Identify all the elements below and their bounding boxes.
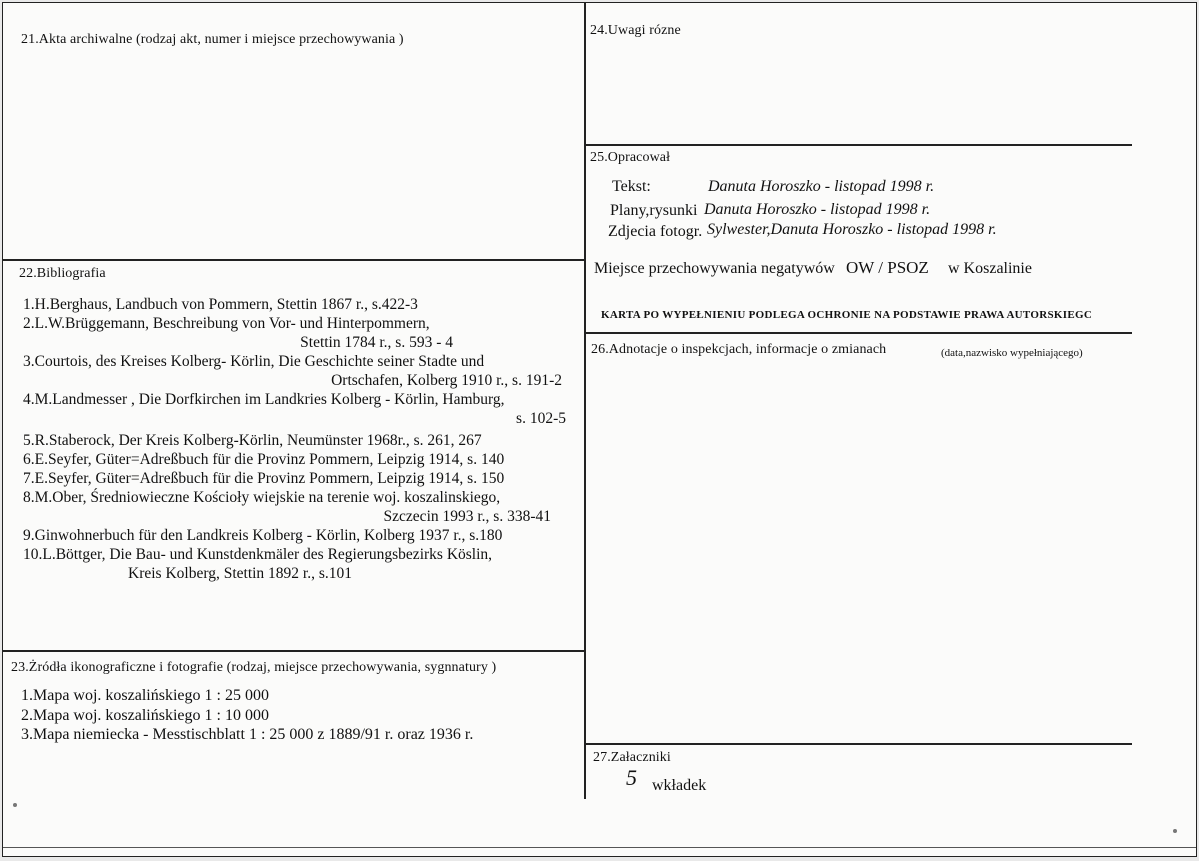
tekst-value: Danuta Horoszko - listopad 1998 r.: [708, 178, 935, 195]
bib-line: 7.E.Seyfer, Güter=Adreßbuch für die Provinz Pommern, Leipzig 1914, s. 150: [23, 470, 505, 487]
divider-25-26: [584, 332, 1132, 334]
center-divider: [584, 3, 586, 799]
bib-line: Szczecin 1993 r., s. 338-41: [383, 508, 551, 525]
scan-dot: [1173, 829, 1177, 833]
attachment-count: 5: [626, 765, 637, 790]
negatywy-suffix: w Koszalinie: [948, 260, 1032, 277]
bib-line: 6.E.Seyfer, Güter=Adreßbuch für die Provinz Pommern, Leipzig 1914, s. 140: [23, 451, 505, 468]
section-21-header: 21.Akta archiwalne (rodzaj akt, numer i miejsce przechowywania ): [21, 32, 404, 47]
section-26-header: 26.Adnotacje o inspekcjach, informacje o zmianach: [591, 342, 887, 357]
attachment-label: wkładek: [652, 777, 707, 794]
bib-line: Kreis Kolberg, Stettin 1892 r., s.101: [128, 565, 353, 582]
divider-22-23: [3, 650, 586, 652]
scan-dot: [13, 803, 17, 807]
bib-line: 1.H.Berghaus, Landbuch von Pommern, Stettin 1867 r., s.422-3: [23, 296, 418, 313]
section-27-header: 27.Załaczniki: [593, 750, 671, 765]
divider-24-25: [584, 144, 1132, 146]
source-line: 1.Mapa woj. koszalińskiego 1 : 25 000: [21, 687, 269, 704]
negatywy-label: Miejsce przechowywania negatywów: [594, 260, 835, 277]
section-23-header: 23.Żródła ikonograficzne i fotografie (rodzaj, miejsce przechowywania, sygnnatury ): [11, 660, 497, 675]
divider-21-22: [3, 259, 586, 261]
bib-line: 9.Ginwohnerbuch für den Landkreis Kolberg - Körlin, Kolberg 1937 r., s.180: [23, 527, 503, 544]
record-card: [2, 2, 1197, 857]
section-24-header: 24.Uwagi rózne: [590, 23, 681, 38]
section-22-header: 22.Bibliografia: [19, 266, 106, 281]
zdjecia-label: Zdjecia fotogr.: [608, 223, 703, 240]
plany-label: Plany,rysunki: [610, 202, 698, 219]
bib-line: 4.M.Landmesser , Die Dorfkirchen im Landkries Kolberg - Körlin, Hamburg,: [23, 391, 505, 408]
bib-line: 2.L.W.Brüggemann, Beschreibung von Vor- und Hinterpommern,: [23, 315, 430, 332]
section-25-header: 25.Opracował: [590, 150, 671, 165]
bib-line: 10.L.Böttger, Die Bau- und Kunstdenkmäler des Regierungsbezirks Köslin,: [23, 546, 493, 563]
source-line: 2.Mapa woj. koszalińskiego 1 : 10 000: [21, 707, 269, 724]
divider-26-27: [584, 743, 1132, 745]
bib-line: 5.R.Staberock, Der Kreis Kolberg-Körlin, Neumünster 1968r., s. 261, 267: [23, 432, 482, 449]
section-26-note: (data,nazwisko wypełniającego): [941, 347, 1083, 359]
bib-line: 8.M.Ober, Średniowieczne Kościoły wiejskie na terenie woj. koszalinskiego,: [23, 489, 501, 506]
negatywy-value: OW / PSOZ: [846, 258, 929, 277]
bottom-line: [3, 847, 1197, 848]
bib-line: Ortschafen, Kolberg 1910 r., s. 191-2: [331, 372, 562, 389]
bibliography-list: [23, 295, 568, 583]
tekst-label: Tekst:: [612, 178, 651, 195]
bib-line: s. 102-5: [516, 410, 566, 427]
source-line: 3.Mapa niemiecka - Messtischblatt 1 : 25 000 z 1889/91 r. oraz 1936 r.: [21, 726, 474, 743]
zdjecia-value: Sylwester,Danuta Horoszko - listopad 1998 r.: [707, 221, 997, 238]
plany-value: Danuta Horoszko - listopad 1998 r.: [704, 201, 931, 218]
copyright-notice: KARTA PO WYPEŁNIENIU PODLEGA OCHRONIE NA PODSTAWIE PRAWA AUTORSKIEGC: [601, 309, 1093, 321]
bib-line: Stettin 1784 r., s. 593 - 4: [300, 334, 453, 351]
bib-line: 3.Courtois, des Kreises Kolberg- Körlin, Die Geschichte seiner Stadte und: [23, 353, 485, 370]
